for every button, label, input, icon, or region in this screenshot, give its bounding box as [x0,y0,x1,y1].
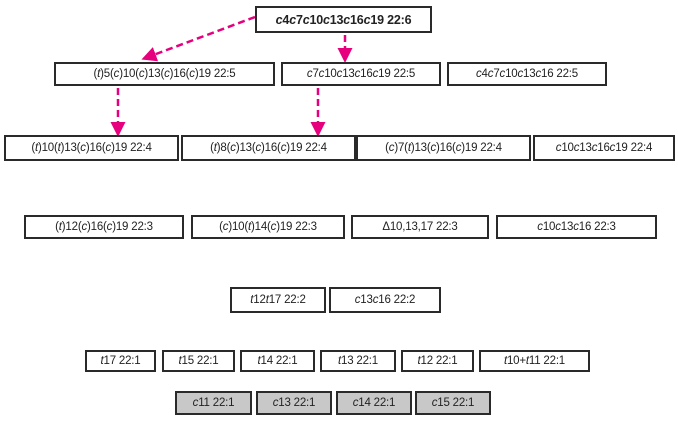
isomer-box-n22: c 13 22:1 [256,391,332,415]
isomer-box-n4: c 4 c 7 c 10 c 13 c 16 22:5 [447,62,607,86]
isomer-box-n16: t 15 22:1 [162,350,235,372]
isomer-box-n7: ( c )7( t )13( c )16( c )19 22:4 [356,135,531,161]
isomer-box-n9: ( t )12( c )16( c )19 22:3 [24,215,184,239]
isomer-box-n20: t 10+ t 11 22:1 [479,350,590,372]
isomer-box-n24: c 15 22:1 [415,391,491,415]
isomer-box-n15: t 17 22:1 [85,350,156,372]
isomer-box-n17: t 14 22:1 [240,350,315,372]
isomer-box-n2: ( t )5( c )10( c )13( c )16( c )19 22:5 [54,62,275,86]
isomer-box-n13: t 12 t 17 22:2 [230,287,326,313]
arrow-n1-to-n2 [148,17,255,57]
isomer-box-n8: c 10 c 13 c 16 c 19 22:4 [533,135,675,161]
isomer-box-n5: ( t )10( t )13( c )16( c )19 22:4 [4,135,179,161]
isomer-box-n3: c 7 c 10 c 13 c 16 c 19 22:5 [281,62,441,86]
isomer-box-n10: ( c )10( t )14( c )19 22:3 [191,215,345,239]
isomer-box-n12: c 10 c 13 c 16 22:3 [496,215,657,239]
isomer-box-n18: t 13 22:1 [320,350,396,372]
isomer-box-n11: Δ10,13,17 22:3 [351,215,489,239]
isomer-box-n6: ( t )8( c )13( c )16( c )19 22:4 [181,135,356,161]
isomer-box-n23: c 14 22:1 [336,391,412,415]
isomer-box-n1: c 4 c 7 c 10 c 13 c 16 c 19 22:6 [255,6,432,33]
isomer-box-n19: t 12 22:1 [401,350,474,372]
isomer-box-n21: c 11 22:1 [175,391,252,415]
isomer-box-n14: c 13 c 16 22:2 [329,287,441,313]
